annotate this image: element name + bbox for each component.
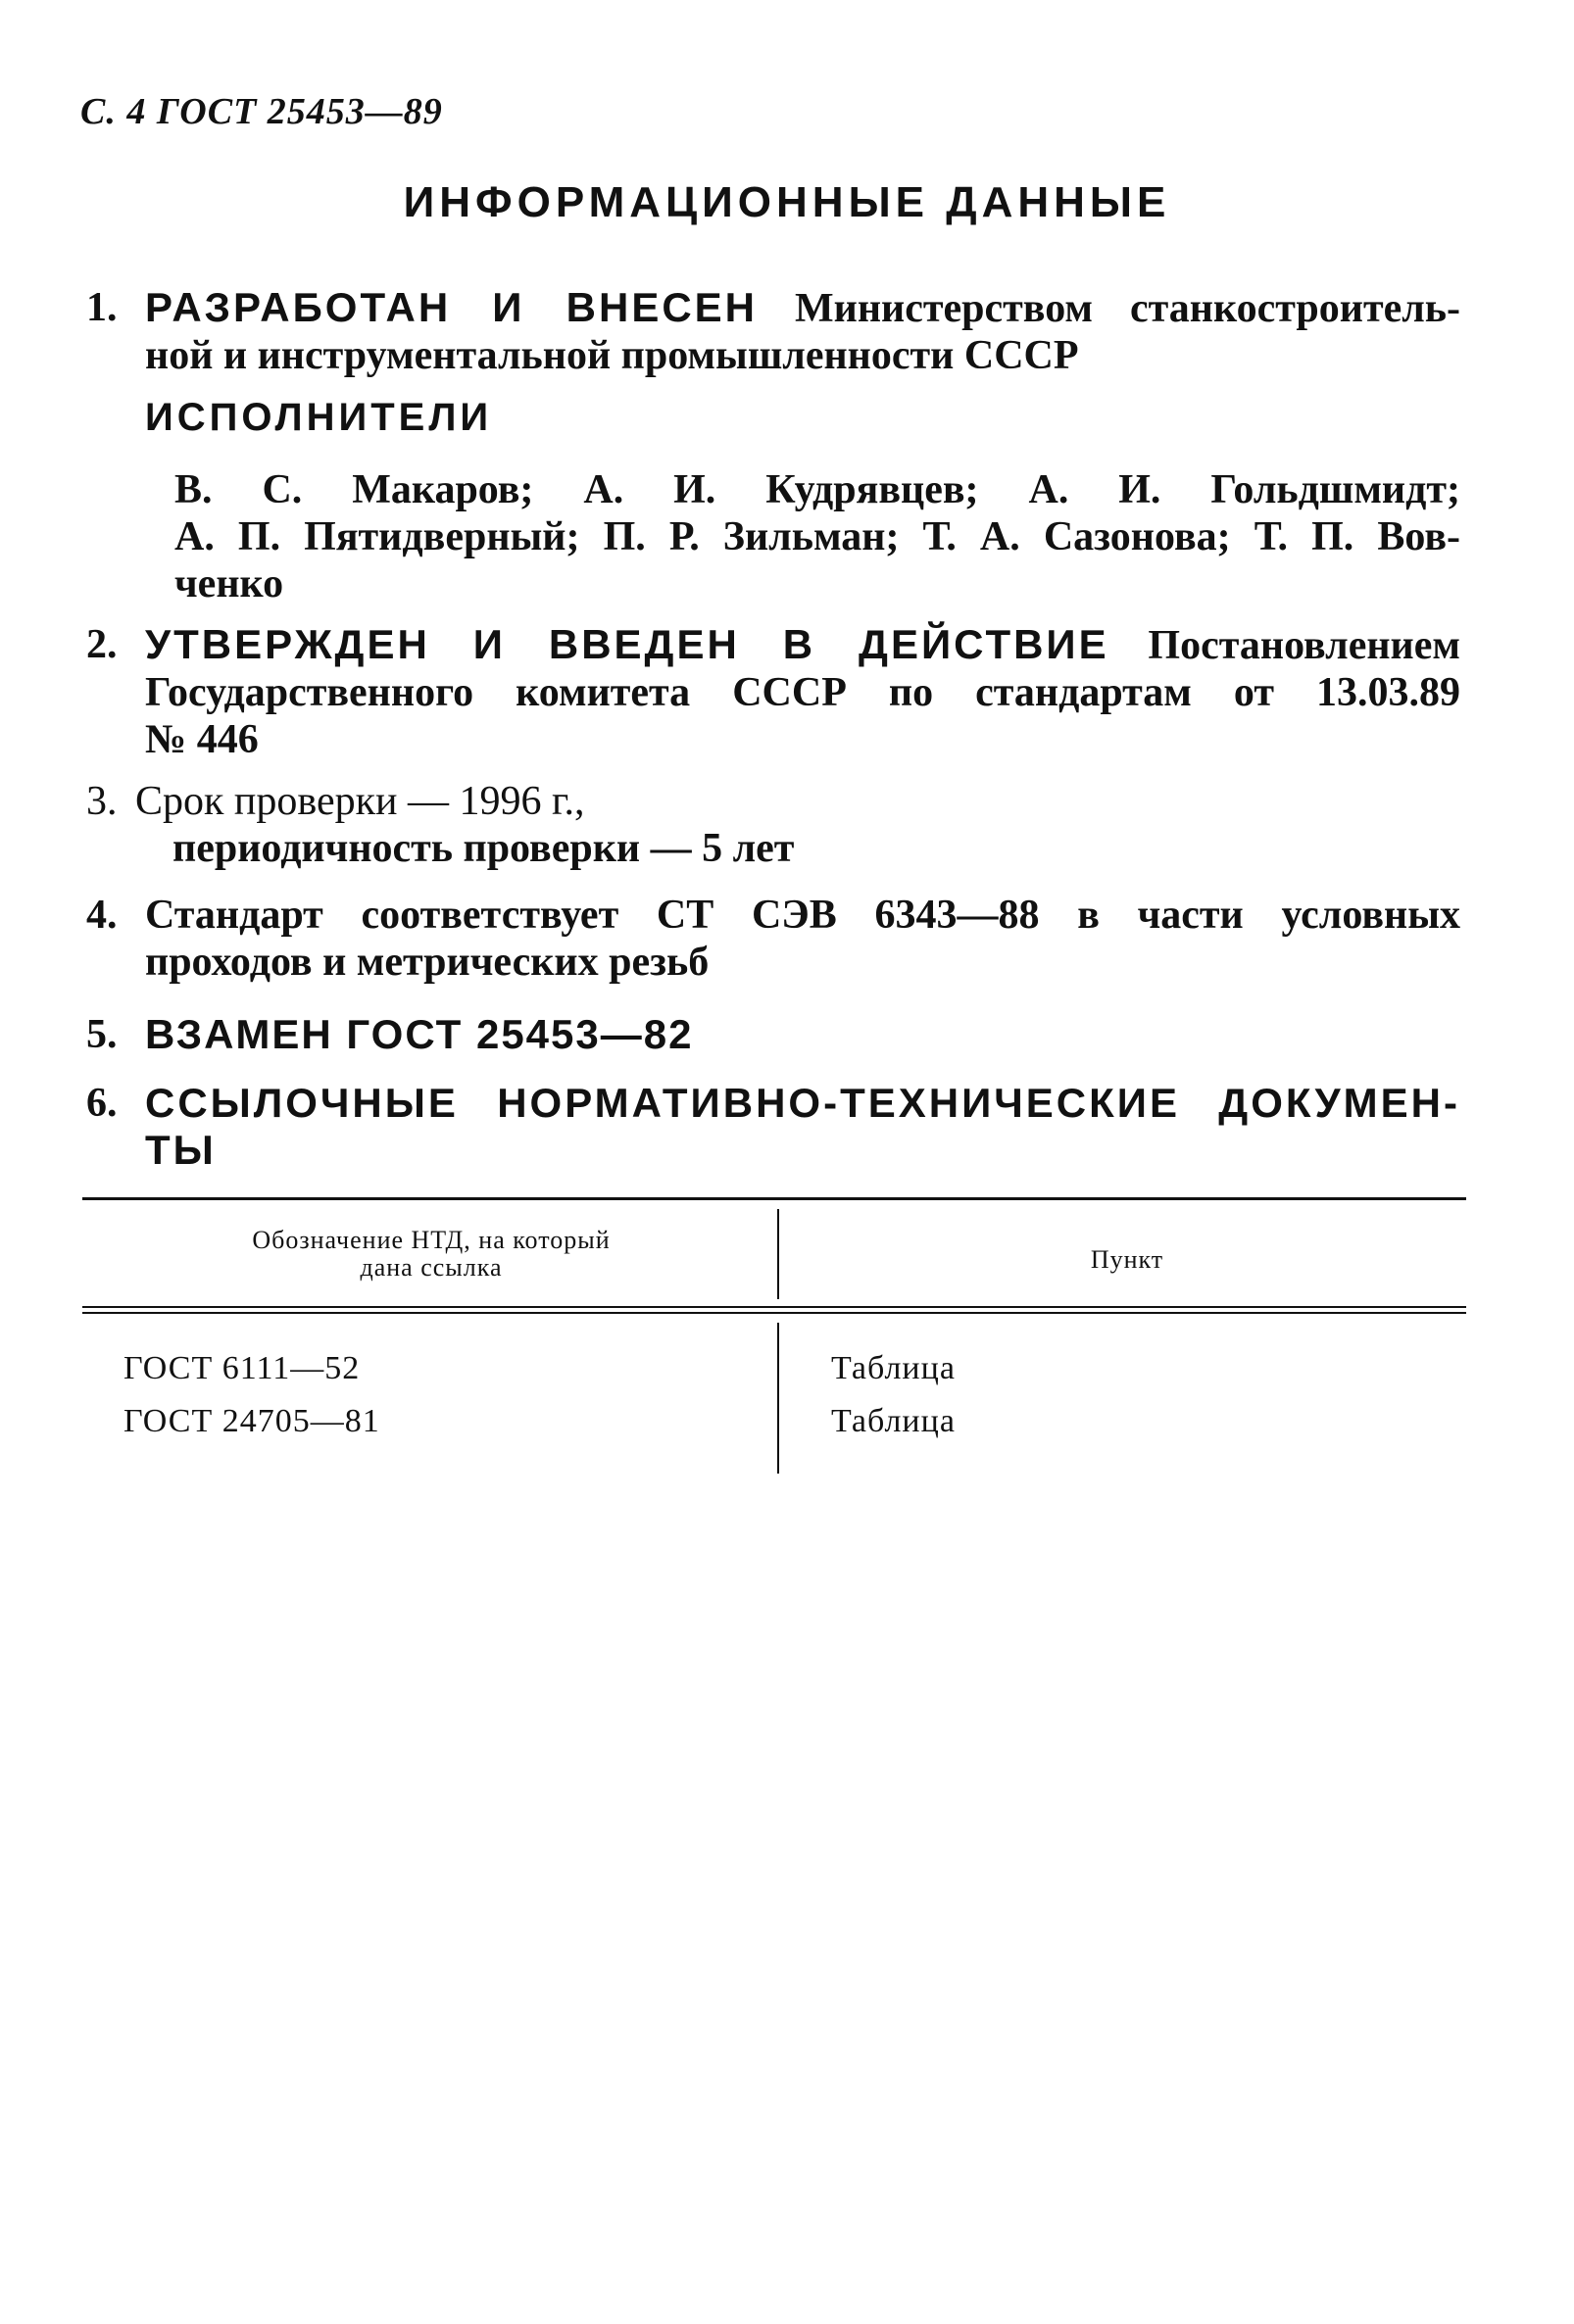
section-2-line1: Постановлением	[1148, 623, 1461, 668]
section-5-caps: ВЗАМЕН ГОСТ 25453—82	[145, 1011, 694, 1057]
section-3-number: 3.	[86, 779, 118, 824]
table-row-1-doc: ГОСТ 6111—52	[123, 1350, 361, 1386]
section-6-number: 6.	[86, 1081, 118, 1126]
table-top-rule	[82, 1197, 1466, 1200]
section-4-line1: Стандарт соответствует СТ СЭВ 6343—88 в части условных	[145, 893, 1460, 938]
section-6-text	[145, 1080, 1460, 1174]
col-header-document	[108, 1227, 755, 1282]
section-1-caps: РАЗРАБОТАН И ВНЕСЕН	[145, 284, 759, 330]
col-header-document-line1: Обозначение НТД, на который	[252, 1226, 611, 1254]
section-5-number: 5.	[86, 1012, 118, 1057]
section-3-line1: Срок проверки — 1996 г.,	[135, 779, 585, 824]
section-2-caps: УТВЕРЖДЕН И ВВЕДЕН В ДЕЙСТВИЕ	[145, 621, 1109, 667]
performers-line1: В. С. Макаров; А. И. Кудрявцев; А. И. Гольдшмидт;	[174, 467, 1460, 512]
document-title: ИНФОРМАЦИОННЫЕ ДАННЫЕ	[403, 178, 1171, 226]
performers-list	[174, 466, 1460, 607]
col-header-clause: Пункт	[1090, 1245, 1164, 1274]
section-1-text	[145, 284, 1460, 379]
header-rule-2	[82, 1312, 1466, 1314]
section-6-line1: ССЫЛОЧНЫЕ НОРМАТИВНО-ТЕХНИЧЕСКИЕ ДОКУМЕН-	[145, 1080, 1460, 1126]
performers-line2: А. П. Пятидверный; П. Р. Зильман; Т. А. Сазонова; Т. П. Вов-	[174, 514, 1460, 559]
section-2-line3: № 446	[145, 717, 259, 762]
section-6-line2: ТЫ	[145, 1127, 217, 1173]
header-column-divider	[777, 1209, 779, 1299]
section-2-line2: Государственного комитета СССР по стандартам от 13.03.89	[145, 670, 1460, 715]
section-4-line2: проходов и метрических резьб	[145, 940, 710, 985]
section-3-text	[135, 778, 1451, 872]
section-1-line1: Министерством станкостроитель-	[795, 286, 1460, 331]
page-header: С. 4 ГОСТ 25453—89	[80, 91, 443, 132]
section-4-text	[145, 892, 1460, 986]
section-2-number: 2.	[86, 622, 118, 667]
section-1-number: 1.	[86, 285, 118, 330]
section-4-number: 4.	[86, 893, 118, 938]
section-1-line2: ной и инструментальной промышленности СССР	[145, 333, 1079, 378]
col-header-document-line2: дана ссылка	[360, 1253, 503, 1282]
body-column-divider	[777, 1323, 779, 1474]
section-3-line2: периодичность проверки — 5 лет	[172, 826, 795, 871]
table-row-2-clause: Таблица	[831, 1403, 956, 1439]
performers-heading: ИСПОЛНИТЕЛИ	[145, 396, 493, 439]
performers-line3: ченко	[174, 561, 284, 606]
table-row-2-doc: ГОСТ 24705—81	[123, 1403, 380, 1439]
table-row-1-clause: Таблица	[831, 1350, 956, 1386]
section-2-text	[145, 621, 1460, 763]
header-rule-1	[82, 1306, 1466, 1308]
section-5-text	[145, 1011, 1460, 1059]
